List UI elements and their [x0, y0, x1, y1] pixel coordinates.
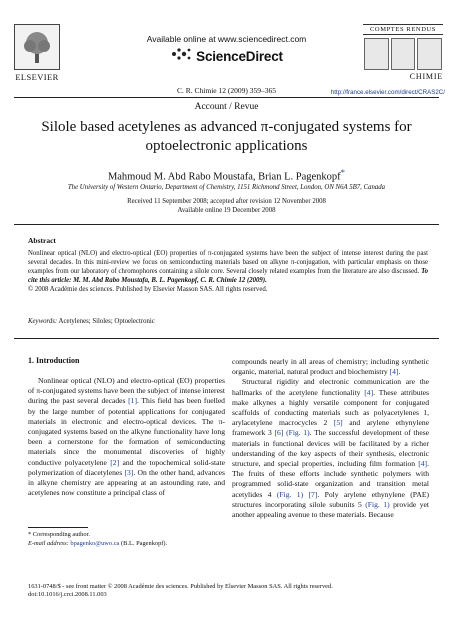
keywords-label: Keywords: [28, 318, 58, 325]
article-category: Account / Revue [194, 102, 259, 112]
issn-line: 1631-0748/$ - see front matter © 2008 Académie des sciences. Published by Elsevier Masson SAS. All rights reserved. [28, 583, 333, 590]
text: . On the other hand, advances in alkyne chemistry are appearing at an astounding rate, and acetylenes now constitute a principal class of [28, 467, 225, 498]
reference-link[interactable]: [2] [110, 457, 120, 467]
right-column [232, 357, 429, 520]
title-line-2: optoelectronic applications [145, 138, 308, 154]
cr-title: COMPTES RENDUS [363, 24, 443, 35]
abstract-text: Nonlinear optical (NLO) and electro-optical (EO) properties of π-conjugated systems have been the subject of intense interest during the past several decades. In this mini-review we focus on semiconducting materials based on alkyne π-conjugation, with particular emphasis on those examples from our laboratory of chromophores containing a silole core. Several closely related examples from the literature are also discussed. [28, 250, 428, 275]
text: Nonlinear optical (NLO) and electro-optical (EO) properties of π-conjugated systems have been the subject of intense interest during the past several decades [28, 376, 225, 406]
title-line-1: Silole based acetylenes as advanced π-conjugated systems for [41, 119, 412, 135]
email-link[interactable]: bpagenko@uwo.ca [70, 539, 120, 547]
abstract-copyright: © 2008 Académie des sciences. Published by Elsevier Masson SAS. All rights reserved. [28, 285, 268, 293]
abstract-top-rule [14, 224, 439, 225]
text: compounds nearly in all areas of chemistry; including synthetic organic, material, natural product and biochemistry [232, 357, 429, 377]
reference-link[interactable]: [6] [274, 428, 284, 438]
article-dates [0, 197, 453, 215]
authors-text: Mahmoud M. Abd Rabo Moustafa, Brian L. Pagenkopf [107, 171, 341, 183]
paragraph [28, 376, 225, 498]
footnote-rule [28, 527, 88, 528]
text: Structural rigidity and electronic communication are the hallmarks of the acetylene functionality [232, 377, 429, 397]
email-label: E-mail address: [28, 539, 69, 547]
text: . The fruits of these efforts include synthetic polymers with programmed solid-state organization and transition metal acetylides 4 [232, 459, 429, 499]
reference-link[interactable]: [1] [128, 396, 137, 406]
left-column [28, 376, 225, 498]
reference-link[interactable]: [4] [364, 387, 374, 397]
corresponding-author-mark[interactable]: * [340, 167, 346, 177]
cr-cover-icon [363, 38, 443, 70]
received-date: Received 11 September 2008; accepted after revision 12 November 2008 [127, 198, 326, 205]
figure-link[interactable]: (Fig. 1) [365, 499, 390, 509]
footnote [28, 531, 167, 548]
text: . This field has been fuelled by the large number of potential applications for conjugated materials in electronic and electro-optical devices. The π-conjugated systems based on the alkyne functionality have long been a cornerstone for the formation of semiconducting materials since the monumental discoveries of highly conductive polyacetylene [28, 396, 225, 467]
abstract-heading: Abstract [28, 236, 56, 245]
text: provide yet another appealing avenue to these materials. Because [232, 499, 429, 520]
reference-link[interactable]: [4] [418, 459, 428, 469]
publisher-name: ELSEVIER [15, 72, 59, 82]
page-footer [28, 583, 448, 600]
journal-url-link[interactable]: http://france.elsevier.com/direct/CRAS2C/ [330, 89, 445, 96]
article-title [20, 118, 433, 156]
available-date: Available online 19 December 2008 [177, 207, 276, 214]
section-heading: 1. Introduction [28, 356, 80, 365]
header-rule [14, 97, 439, 98]
text: . The successful development of these materials in functional devices will be facilitated by a richer understanding of the key aspects of their synthesis, electronic structure, and special properties, including film formation [232, 428, 430, 469]
text: and the topochemical solid-state polymerization of diacetylenes [28, 457, 225, 477]
abstract-body [28, 250, 428, 295]
cite-this-article: To cite this article: M. M. Abd Rabo Moustafa, B. L. Pagenkopf, C. R. Chimie 12 (2009). [28, 267, 428, 284]
doi-line: doi:10.1016/j.crci.2008.11.003 [28, 591, 107, 599]
paragraph [232, 357, 429, 377]
corresponding-author-note: * Corresponding author. [28, 531, 90, 538]
text: and arylene ethynylene framework 3 [232, 418, 429, 438]
keywords-text: Acetylenes; Siloles; Optoelectronic [58, 318, 155, 325]
email-line [28, 540, 167, 549]
paragraph [232, 377, 429, 520]
available-online: Available online at www.sciencedirect.com [146, 34, 307, 44]
journal-reference: C. R. Chimie 12 (2009) 359–365 [177, 86, 276, 95]
author-list [0, 167, 453, 183]
email-name: (B.L. Pagenkopf). [121, 539, 168, 547]
sciencedirect-icon [170, 46, 192, 67]
figure-link[interactable]: (Fig. 1) [286, 428, 310, 438]
reference-link[interactable]: [3] [124, 467, 134, 477]
reference-link[interactable]: [5] [333, 418, 343, 428]
comptes-rendus-logo [363, 24, 443, 81]
affiliation: The University of Western Ontario, Department of Chemistry, 1151 Richmond Street, London, ON N6A 5B7, Canada [67, 184, 386, 191]
text: . Poly arylene ethynylene (PAE) structures incorporating silole subunits 5 [232, 489, 429, 509]
text: . These attributes make alkynes a highly versatile component for conjugated scaffolds of conducting materials such as polyacetylenes 1, arylacetylene macrocycles 2 [232, 387, 429, 428]
cr-subtitle: CHIMIE [409, 72, 443, 81]
text: . [398, 367, 401, 377]
reference-link[interactable]: [7] [308, 489, 318, 499]
reference-link[interactable]: [4] [389, 367, 399, 377]
keywords [28, 318, 155, 325]
abstract-bottom-rule [14, 338, 439, 339]
sciencedirect-wordmark: ScienceDirect [196, 49, 283, 64]
figure-link[interactable]: (Fig. 1) [276, 489, 304, 499]
